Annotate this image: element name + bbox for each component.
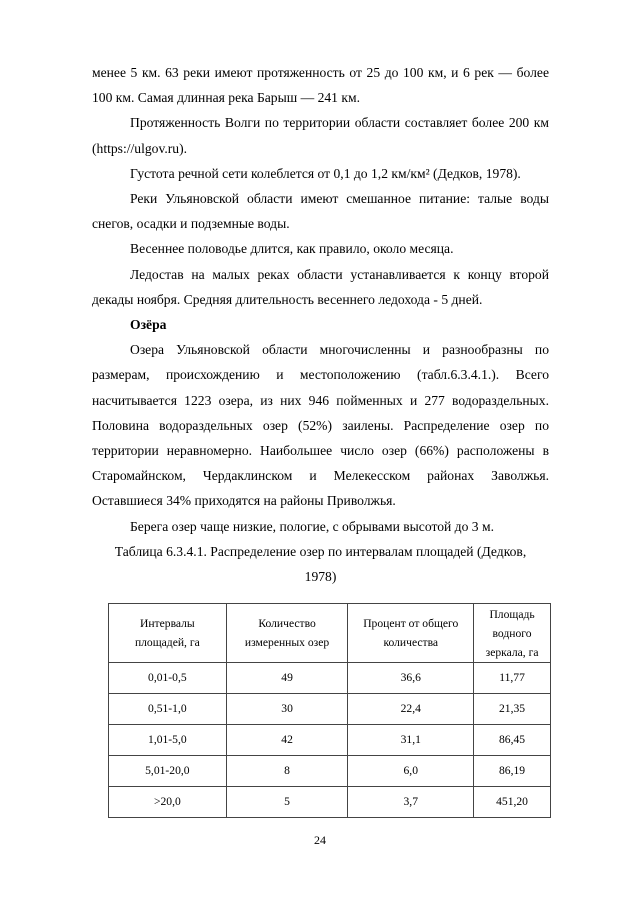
table-caption: [92, 539, 549, 589]
table-row: [109, 663, 551, 694]
paragraph-lakes-overview: Озера Ульяновской области многочисленны и разнообразны по размерам, происхождению и местоположению (табл.6.3.4.1.). Всего насчитывается 1223 озера, из них 946 пойменных и 277 водораздельных. Половина водораздельных озер (52%) заилены. Распределение озер по территории неравномерно. Наибольшее число озер (66%) расположены в Старомайнском, Чердаклинском и Мелекесском районах Заволжья. Оставшиеся 34% приходятся на районы Приволжья.: [92, 342, 549, 509]
paragraph-river-density: Густота речной сети колеблется от 0,1 до 1,2 км/км² (Дедков, 1978).: [130, 165, 521, 181]
cell-percent: 31,1: [348, 725, 474, 756]
header-area-intervals: Интервалы площадей, га: [109, 604, 227, 663]
lakes-area-table: [108, 603, 551, 818]
header-water-area: Площадь водного зеркала, га: [474, 604, 551, 663]
header-percent-total: Процент от общего количества: [348, 604, 474, 663]
body-text: [92, 60, 549, 589]
cell-interval: 1,01-5,0: [109, 725, 227, 756]
paragraph-spring-flood: Весеннее половодье длится, как правило, около месяца.: [130, 241, 454, 257]
cell-count: 42: [226, 725, 348, 756]
paragraph-volga-length: Протяженность Волги по территории области составляет более 200 км (https://ulgov.ru).: [92, 115, 549, 156]
cell-interval: >20,0: [109, 787, 227, 818]
paragraph-rivers-length: менее 5 км. 63 реки имеют протяженность от 25 до 100 км, и 6 рек — более 100 км. Самая длинная река Барыш — 241 км.: [92, 65, 549, 106]
paragraph-lake-shores: Берега озер чаще низкие, пологие, с обрывами высотой до 3 м.: [130, 518, 494, 534]
cell-area: 86,45: [474, 725, 551, 756]
cell-interval: 5,01-20,0: [109, 756, 227, 787]
cell-percent: 36,6: [348, 663, 474, 694]
cell-interval: 0,51-1,0: [109, 694, 227, 725]
table-header-row: [109, 604, 551, 663]
table-row: [109, 725, 551, 756]
cell-area: 11,77: [474, 663, 551, 694]
cell-percent: 6,0: [348, 756, 474, 787]
cell-percent: 3,7: [348, 787, 474, 818]
section-heading-lakes: Озёра: [130, 317, 167, 333]
paragraph-river-feeding: Реки Ульяновской области имеют смешанное питание: талые воды снегов, осадки и подземные воды.: [92, 191, 549, 232]
cell-percent: 22,4: [348, 694, 474, 725]
table-row: [109, 694, 551, 725]
paragraph-freeze-up: Ледостав на малых реках области устанавливается к концу второй декады ноября. Средняя длительность весеннего ледохода - 5 дней.: [92, 266, 549, 307]
page-number: 24: [314, 833, 326, 847]
cell-area: 86,19: [474, 756, 551, 787]
table-row: [109, 787, 551, 818]
cell-count: 49: [226, 663, 348, 694]
cell-area: 21,35: [474, 694, 551, 725]
cell-interval: 0,01-0,5: [109, 663, 227, 694]
cell-area: 451,20: [474, 787, 551, 818]
table-row: [109, 756, 551, 787]
cell-count: 8: [226, 756, 348, 787]
table-caption-line2: 1978): [304, 569, 337, 585]
table-caption-line1: Таблица 6.3.4.1. Распределение озер по интервалам площадей (Дедков,: [114, 543, 527, 559]
header-lakes-count: Количество измеренных озер: [226, 604, 348, 663]
cell-count: 5: [226, 787, 348, 818]
cell-count: 30: [226, 694, 348, 725]
